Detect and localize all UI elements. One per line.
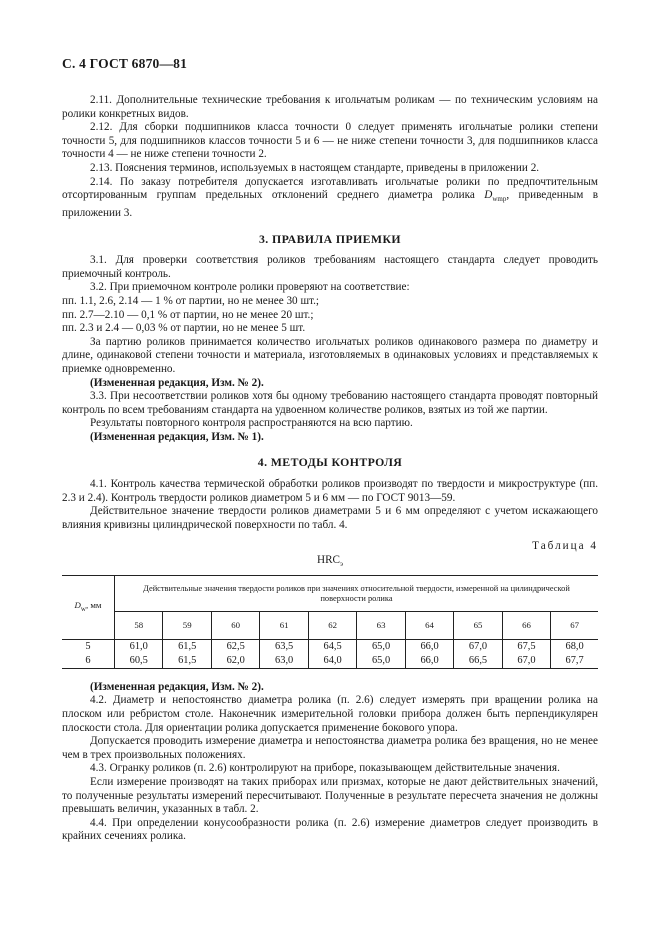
table-cell: 67,7 [551, 654, 598, 669]
table-cell: 67,0 [502, 654, 550, 669]
dw-symbol: D [74, 599, 81, 610]
column-header: 62 [308, 611, 356, 639]
paragraph-actual-value: Действительное значение твердости роликов диаметрами 5 и 6 мм определяют с учетом искажающего влияния кривизны цилиндрической поверхности по табл. 4. [62, 505, 598, 531]
paragraph-4-2: 4.2. Диаметр и непостоянство диаметра ролика (п. 2.6) следует измерять при вращении ролика на плоском или ребристом столе. Наконечник измерительной головки прибора должен быть перпендикулярен плоскости стола. Для ориентации ролика допускается применение бокового упора. [62, 694, 598, 734]
hardness-table [62, 575, 598, 669]
d-wmp-subscript: wmp [492, 195, 507, 204]
table-cell: 62,0 [211, 654, 259, 669]
table-cell: 61,0 [115, 639, 163, 654]
dw-unit: , мм [85, 599, 102, 610]
page-header: С. 4 ГОСТ 6870—81 [62, 56, 188, 71]
table-cell: 65,0 [357, 654, 405, 669]
table-cell: 61,5 [163, 639, 211, 654]
list-item: пп. 1.1, 2.6, 2.14 — 1 % от партии, но не менее 30 шт.; [62, 294, 320, 307]
table-cell: 65,0 [357, 639, 405, 654]
hardness-column-group-header: Действительные значения твердости роликов при значениях относительной твердости, измеренной на цилиндрической поверхности ролика [115, 575, 599, 611]
edit-note: (Измененная редакция, Изм. № 2). [90, 680, 264, 693]
dw-subscript: w [80, 604, 86, 613]
section-3-title: 3. ПРАВИЛА ПРИЕМКИ [259, 231, 401, 246]
d-wmp-symbol: D [484, 189, 493, 202]
paragraph-2-14-text-b: , приведенным в приложении 3. [62, 189, 598, 219]
column-header: 64 [405, 611, 453, 639]
unit-text: HRC [316, 554, 340, 567]
paragraph-3-1: 3.1. Для проверки соответствия роликов требованиям настоящего стандарта следует проводить приемочный контроль. [62, 254, 598, 280]
list-item: пп. 2.3 и 2.4 — 0,03 % от партии, но не менее 5 шт. [62, 322, 306, 335]
paragraph-recalc: Если измерение производят на таких приборах или призмах, которые не дают действительных значений, то полученные результаты измерений пересчитывают. Полученные в результате пересчета значения не должны превышать величин, указанных в табл. 2. [62, 776, 598, 816]
column-header: 67 [551, 611, 598, 639]
table-4-unit [62, 554, 598, 572]
table-cell-diameter: 6 [62, 654, 115, 669]
column-header: 66 [502, 611, 550, 639]
paragraph-3-2: 3.2. При приемочном контроле ролики проверяют на соответствие: [90, 281, 410, 294]
table-cell: 66,0 [405, 654, 453, 669]
paragraph-batch: За партию роликов принимается количество игольчатых роликов одинакового размера по диаметру и длине, одинаковой степени точности и материала, изготовляемых в одинаковых условиях и представляемых к приемке одновременно. [62, 335, 598, 375]
table-cell: 61,5 [163, 654, 211, 669]
column-header: 61 [260, 611, 308, 639]
table-cell: 66,0 [405, 639, 453, 654]
edit-note: (Измененная редакция, Изм. № 1). [90, 430, 264, 443]
column-header: 65 [454, 611, 502, 639]
table-row [62, 639, 598, 654]
paragraph-3-3: 3.3. При несоответствии роликов хотя бы одному требованию настоящего стандарта проводят повторный контроль по всем требованиям стандарта на удвоенном количестве роликов, взятых из той же партии. [62, 390, 598, 416]
paragraph-repeat: Результаты повторного контроля распространяются на всю партию. [90, 417, 413, 430]
table-cell: 68,0 [551, 639, 598, 654]
paragraph-2-13: 2.13. Пояснения терминов, используемых в настоящем стандарте, приведены в приложении 2. [90, 161, 540, 174]
table-cell: 64,5 [308, 639, 356, 654]
paragraph-2-11: 2.11. Дополнительные технические требования к игольчатым роликам — по техническим условиям на ролики конкретных видов. [62, 94, 598, 120]
paragraph-2-14 [62, 176, 598, 221]
column-header: 63 [357, 611, 405, 639]
paragraph-allowed: Допускается проводить измерение диаметра и непостоянства диаметра ролика без вращения, но не менее чем в трех произвольных положениях. [62, 735, 598, 761]
table-cell: 66,5 [454, 654, 502, 669]
column-header: 59 [163, 611, 211, 639]
column-header: 58 [115, 611, 163, 639]
document-body [62, 94, 598, 844]
paragraph-4-3: 4.3. Огранку роликов (п. 2.6) контролируют на приборе, показывающем действительные значения. [90, 762, 560, 775]
table-cell: 63,0 [260, 654, 308, 669]
table-cell: 67,0 [454, 639, 502, 654]
table-cell: 62,5 [211, 639, 259, 654]
list-item: пп. 2.7—2.10 — 0,1 % от партии, но не менее 20 шт.; [62, 308, 314, 321]
paragraph-2-14-text-a: 2.14. По заказу потребителя допускается изготавливать игольчатые ролики по предпочтительным отсортированным группам предельных отклонений среднего диаметра ролика [62, 175, 598, 202]
table-cell: 63,5 [260, 639, 308, 654]
table-cell: 67,5 [502, 639, 550, 654]
table-row [62, 654, 598, 669]
edit-note: (Измененная редакция, Изм. № 2). [90, 376, 264, 389]
unit-subscript: э [340, 560, 344, 569]
column-header: 60 [211, 611, 259, 639]
section-4-title: 4. МЕТОДЫ КОНТРОЛЯ [257, 455, 403, 470]
table-cell: 60,5 [115, 654, 163, 669]
table-cell-diameter: 5 [62, 639, 115, 654]
paragraph-4-4: 4.4. При определении конусообразности ролика (п. 2.6) измерение диаметров следует производить в крайних сечениях ролика. [62, 816, 598, 843]
diameter-column-header [62, 575, 115, 639]
paragraph-4-1: 4.1. Контроль качества термической обработки роликов производят по твердости и микроструктуре (пп. 2.3 и 2.4). Контроль твердости роликов диаметром 5 и 6 мм — по ГОСТ 9013—59. [62, 478, 598, 504]
table-cell: 64,0 [308, 654, 356, 669]
paragraph-2-12: 2.12. Для сборки подшипников класса точности 0 следует применять игольчатые ролики степени точности 5, для подшипников классов точности 5 и 6 — не ниже степени точности 3, для подшипников класса точности 4 — не ниже степени точности 2. [62, 121, 598, 161]
table-4-caption: Таблица 4 [532, 540, 598, 553]
